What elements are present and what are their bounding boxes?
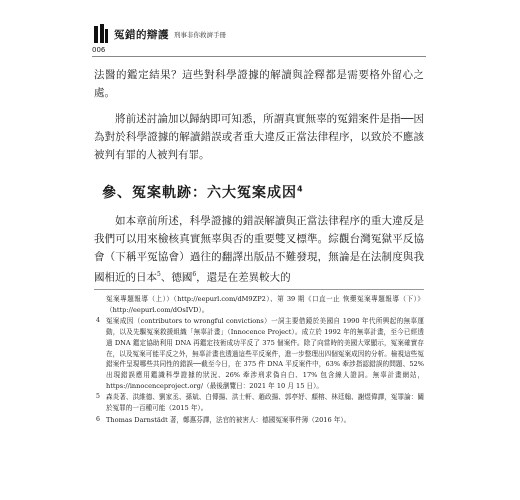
header-title: 冤錯的辯護 [114,28,169,41]
paragraph-2: 將前述討論加以歸納即可知悉，所謂真實無辜的冤錯案件是指──因為對於科學證據的解讀錯誤或者重大違反正當法律程序，以致於不應該被判有罪的人被判有罪。 [94,113,424,161]
footnote-6 [94,415,424,426]
footnote-5-mark: 5 [96,393,100,401]
header-subtitle: 刑事非你救濟手冊 [174,30,226,39]
footnote-divider [94,289,424,290]
running-header [92,22,426,46]
book-logo-icon [92,24,110,44]
paragraph-3 [94,212,424,287]
header-divider [92,56,426,57]
paragraph-3-text-c: ，還是在差異較大的 [196,271,291,284]
section-title: 參、冤案軌跡：六大冤案成因 [102,185,297,201]
section-footnote-ref: 4 [297,184,304,194]
footnote-ref-6: 6 [192,271,197,278]
footnote-continued [94,294,424,315]
footnote-6-text: Thomas Darnstädt 著，鄭惠芬譯，法官的被害人：德國冤案事件簿（2016 年）。 [106,415,351,424]
footnote-4 [94,316,424,391]
footnote-6-mark: 6 [96,415,100,423]
footnote-5-text: 森炎著、洪維德、劉家丞、孫斌、白傳揚、洪士軒、趙政揚、郭亭妤、顏榕、林廷翰、謝煜偉譯，冤罪論：關於冤罪的一百種可能（2015 年）。 [106,393,424,413]
book-page [92,22,426,492]
footnotes [94,294,424,426]
section-heading [102,182,304,202]
footnote-ref-5: 5 [157,271,161,278]
paragraph-3-text-a: 如本章前所述，科學證據的錯誤解讀與正當法律程序的重大違反是我們可以用來檢核真實無辜與否的重要雙叉標準。綜觀台灣冤獄平反協會（下稱平冤協會）過往的翻譯出版品不難發現，無論是在法制度與我國相近的日本 [94,215,424,284]
footnote-5 [94,392,424,413]
footnote-continued-text: 冤案專題報導（上））（http://eepurl.com/dM9ZP2）、第 39 期《口直一止 恢藥冤案專題報導（下）》（http://eepurl.com/dOsIVD）。 [106,295,424,314]
page-number: 006 [92,46,106,54]
paragraph-1: 法醫的鑑定結果？這些對科學證據的解讀與詮釋都是需要格外留心之處。 [94,69,424,99]
footnote-4-text: 冤案成因（contributors to wrongful convictions）一詞主要借鏡於美國自 1990 年代所興起的無辜運動，以及先驅冤案救援組織「無辜計畫」（Innocence Project）。成立於 1992 年的無辜計畫，至今已經透過 DNA 鑑定協助利用 DNA 再鑑定技術成功平反了 375 個案件。除了向當時的美國大眾顯示，冤案確實存在，以及冤案可能平反之外，無辜計畫也透過這些平反案件，進一步整理出四個冤案成因的分析。檢視這些冤錯案件呈現哪些共同性的錯誤──截至今日，在 375 件 DNA 平反案件中，63% 牽涉指認錯誤的問題、52% 出現錯誤應用鑑識科學證據的狀況、26% 牽涉刑求偽自白、17% 包含線人證詞。無辜計畫網站，https://innocenceproject.org/（最後瀏覽日：2021 年 10 月 15 日）。 [106,317,424,390]
footnote-4-mark: 4 [96,317,100,325]
paragraph-3-text-b: 、德國 [160,271,193,284]
